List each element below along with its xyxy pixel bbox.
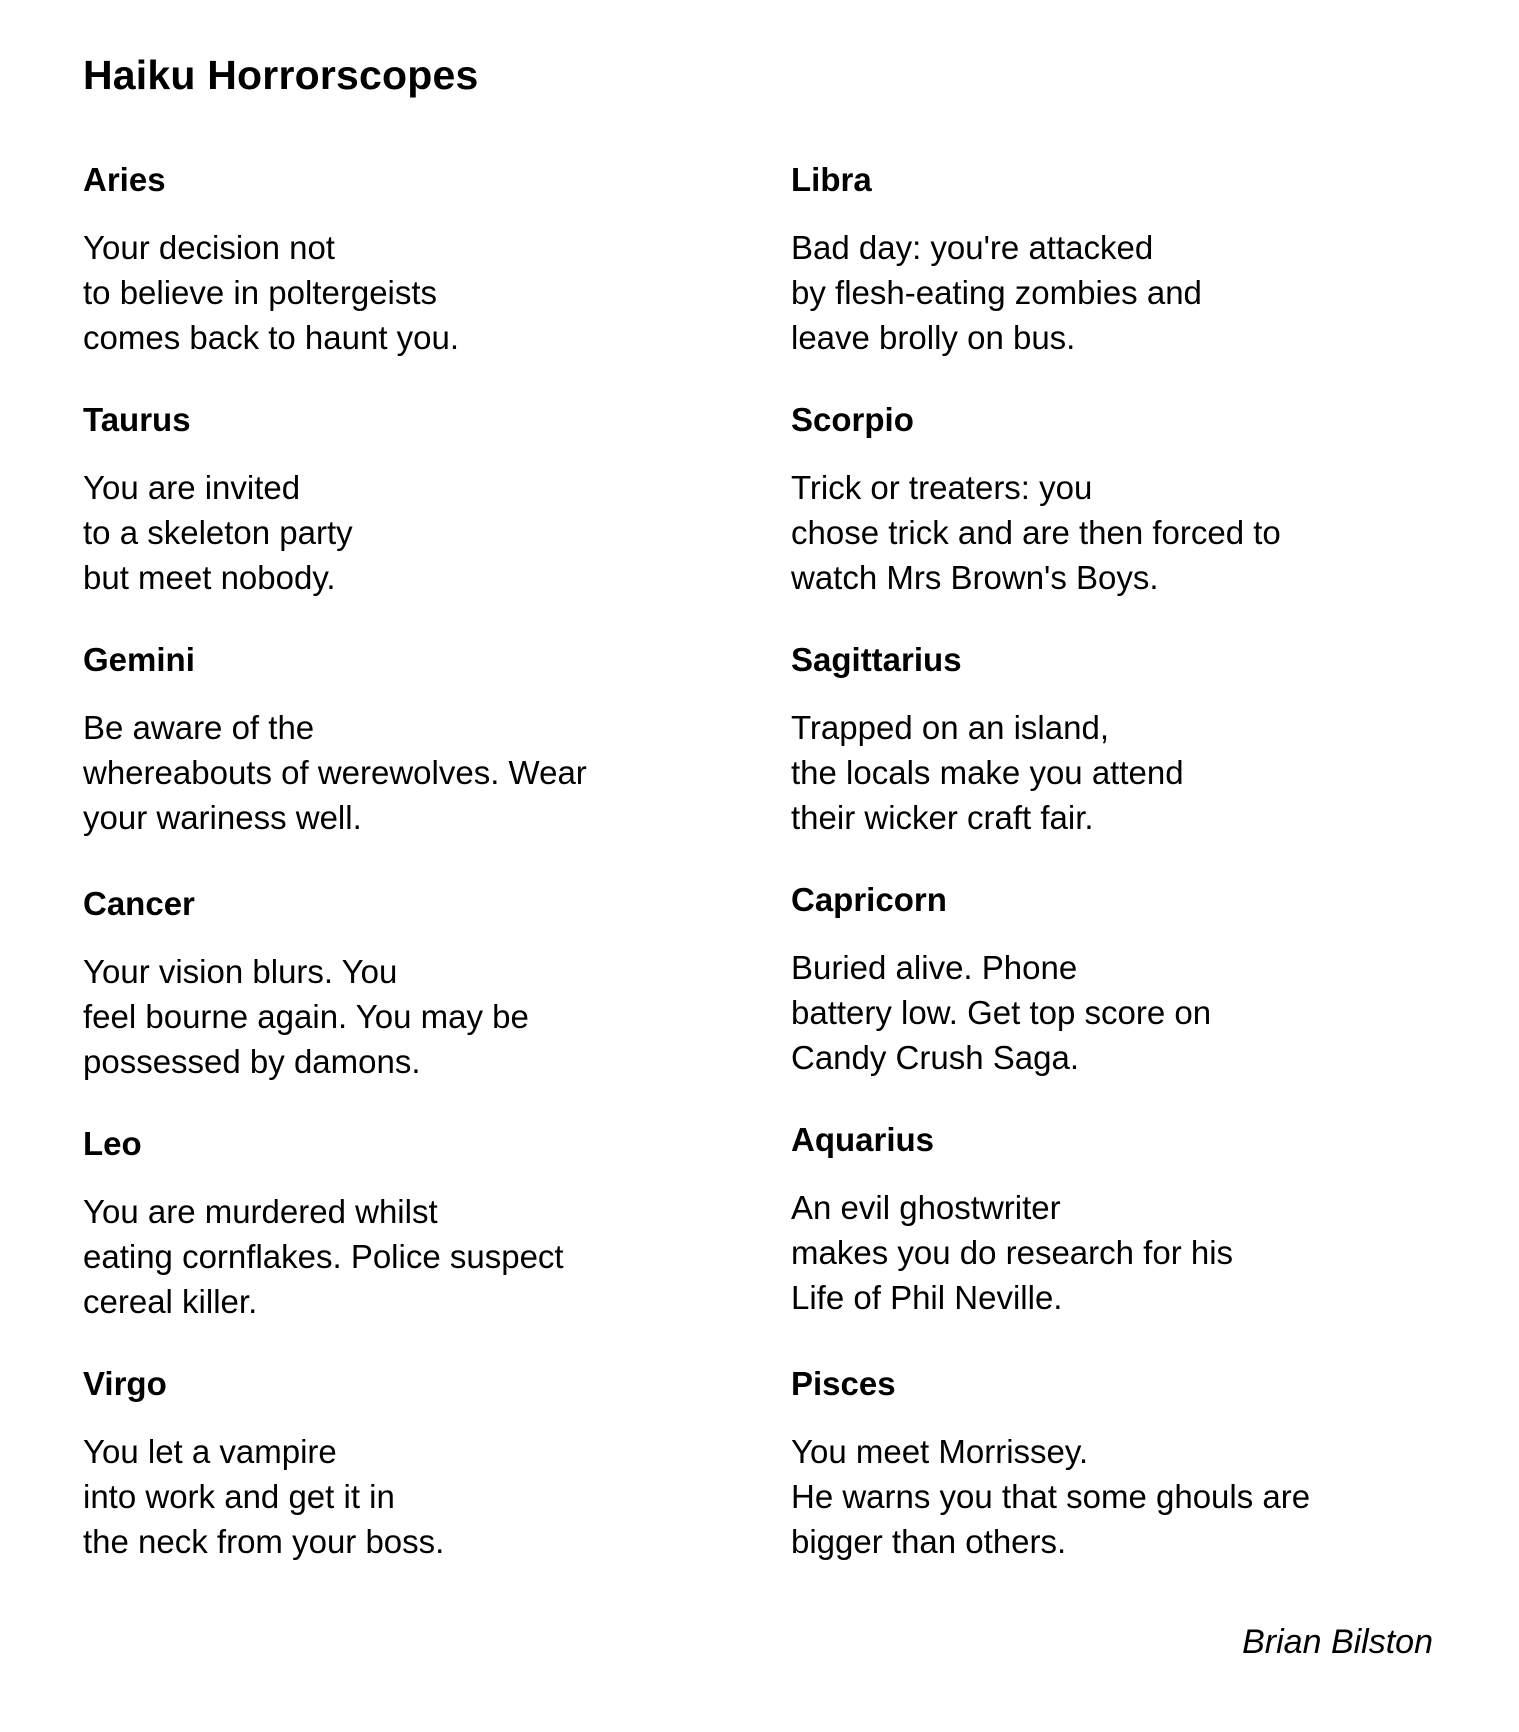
haiku — [791, 1429, 1431, 1564]
haiku-line: bigger than others. — [791, 1523, 1067, 1560]
sign-heading: Leo — [83, 1125, 142, 1162]
horoscope-entry — [83, 884, 723, 1084]
haiku-line: the neck from your boss. — [83, 1523, 445, 1560]
horoscope-entry — [83, 160, 723, 360]
haiku-line: comes back to haunt you. — [83, 319, 460, 356]
horoscope-entry — [791, 400, 1431, 600]
haiku — [83, 949, 723, 1084]
haiku-line: whereabouts of werewolves. Wear — [83, 754, 587, 791]
horoscope-entry — [83, 1364, 723, 1564]
haiku-line: Your decision not — [83, 229, 335, 266]
sign-heading: Taurus — [83, 401, 191, 438]
haiku — [83, 225, 723, 360]
haiku-line: You are murdered whilst — [83, 1193, 438, 1230]
author-signature: Brian Bilston — [1242, 1623, 1433, 1661]
haiku-line: to a skeleton party — [83, 514, 353, 551]
sign-heading: Pisces — [791, 1365, 896, 1402]
haiku-line: Candy Crush Saga. — [791, 1039, 1079, 1076]
haiku-line: You meet Morrissey. — [791, 1433, 1089, 1470]
haiku-line: by flesh-eating zombies and — [791, 274, 1202, 311]
haiku — [83, 705, 723, 840]
haiku-line: feel bourne again. You may be — [83, 998, 529, 1035]
haiku-line: battery low. Get top score on — [791, 994, 1212, 1031]
sign-heading: Aries — [83, 161, 166, 198]
haiku-line: cereal killer. — [83, 1283, 258, 1320]
haiku-line: watch Mrs Brown's Boys. — [791, 559, 1159, 596]
horoscope-entry — [83, 400, 723, 600]
haiku-line: You are invited — [83, 469, 301, 506]
haiku-line: Trick or treaters: you — [791, 469, 1093, 506]
sign-heading: Cancer — [83, 885, 195, 922]
sign-heading: Aquarius — [791, 1121, 935, 1158]
haiku-line: chose trick and are then forced to — [791, 514, 1281, 551]
haiku-line: Life of Phil Neville. — [791, 1279, 1063, 1316]
haiku — [791, 225, 1431, 360]
haiku-line: Trapped on an island, — [791, 709, 1109, 746]
haiku-line: possessed by damons. — [83, 1043, 421, 1080]
sign-heading: Gemini — [83, 641, 195, 678]
haiku-line: their wicker craft fair. — [791, 799, 1094, 836]
haiku — [791, 1185, 1431, 1320]
horoscope-entry — [83, 640, 723, 840]
sign-heading: Sagittarius — [791, 641, 962, 678]
haiku-line: An evil ghostwriter — [791, 1189, 1061, 1226]
horoscope-entry — [791, 160, 1431, 360]
horoscope-entry — [791, 1120, 1431, 1320]
horoscope-entry — [791, 880, 1431, 1080]
haiku-line: to believe in poltergeists — [83, 274, 438, 311]
sign-heading: Libra — [791, 161, 872, 198]
haiku-line: Your vision blurs. You — [83, 953, 398, 990]
haiku-line: but meet nobody. — [83, 559, 336, 596]
page-title: Haiku Horrorscopes — [83, 52, 479, 98]
sign-heading: Capricorn — [791, 881, 947, 918]
haiku — [791, 945, 1431, 1080]
haiku-line: leave brolly on bus. — [791, 319, 1076, 356]
haiku-line: Buried alive. Phone — [791, 949, 1078, 986]
haiku — [83, 1189, 723, 1324]
haiku-line: the locals make you attend — [791, 754, 1184, 791]
haiku — [83, 1429, 723, 1564]
haiku-line: eating cornflakes. Police suspect — [83, 1238, 564, 1275]
horoscope-entry — [791, 640, 1431, 840]
haiku — [83, 465, 723, 600]
sign-heading: Virgo — [83, 1365, 167, 1402]
horoscope-entry — [791, 1364, 1431, 1564]
haiku-line: Be aware of the — [83, 709, 315, 746]
haiku-line: makes you do research for his — [791, 1234, 1234, 1271]
haiku-line: your wariness well. — [83, 799, 362, 836]
horoscope-entry — [83, 1124, 723, 1324]
haiku — [791, 465, 1431, 600]
haiku-line: Bad day: you're attacked — [791, 229, 1154, 266]
haiku-line: He warns you that some ghouls are — [791, 1478, 1311, 1515]
haiku-line: You let a vampire — [83, 1433, 337, 1470]
haiku-line: into work and get it in — [83, 1478, 395, 1515]
sign-heading: Scorpio — [791, 401, 914, 438]
haiku — [791, 705, 1431, 840]
